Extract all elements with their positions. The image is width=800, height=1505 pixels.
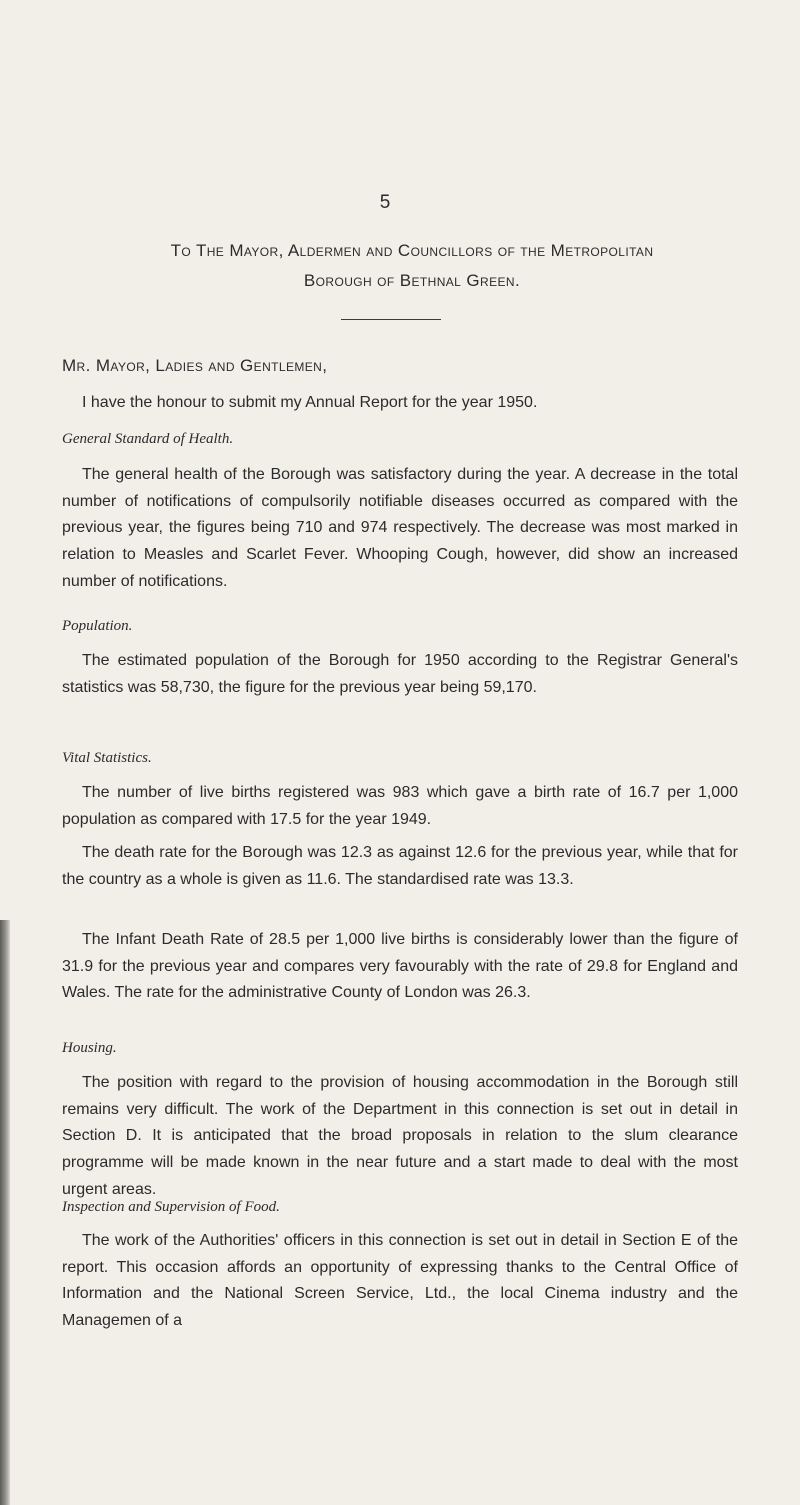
page-number: 5 <box>379 192 391 213</box>
paragraph-general-health: The general health of the Borough was satisfactory during the year. A decrease in the total number of notifications of compulsorily notifiable diseases occurred as compared with the previous year, the figures being 710 and 974 respectively. The decrease was most marked in relation to Measles and Scarlet Fever. Whooping Cough, however, did show an increased number of notifications. <box>62 466 738 590</box>
addressee-line-2: Borough of Bethnal Green. <box>303 271 521 290</box>
heading-food-inspection: Inspection and Supervision of Food. <box>62 1199 280 1215</box>
paragraph-infant-death-rate: The Infant Death Rate of 28.5 per 1,000 live births is considerably lower than the figure of 31.9 for the previous year and compares very favourably with the rate of 29.8 for England and Wales. The rate for the administrative County of London was 26.3. <box>62 931 738 1002</box>
heading-vital-statistics: Vital Statistics. <box>62 750 152 766</box>
paragraph-population: The estimated population of the Borough for 1950 according to the Registrar General's statistics was 58,730, the figure for the previous year being 59,170. <box>62 652 738 696</box>
heading-general-health: General Standard of Health. <box>62 431 234 447</box>
intro-paragraph: I have the honour to submit my Annual Report for the year 1950. <box>82 394 538 411</box>
paragraph-housing: The position with regard to the provision of housing accommodation in the Borough still remains very difficult. The work of the Department in this connection is set out in detail in Section D. It is anticipated that the broad proposals in relation to the slum clearance programme will be made known in the near future and a start made to deal with the most urgent areas. <box>62 1074 738 1198</box>
paragraph-birth-rate: The number of live births registered was 983 which gave a birth rate of 16.7 per 1,000 population as compared with 17.5 for the year 1949. <box>62 784 738 828</box>
divider-rule <box>341 319 441 320</box>
paragraph-death-rate: The death rate for the Borough was 12.3 as against 12.6 for the previous year, while that for the country as a whole is given as 11.6. The standardised rate was 13.3. <box>62 844 738 888</box>
salutation: Mr. Mayor, Ladies and Gentlemen, <box>62 356 328 375</box>
page-edge-shadow <box>0 920 10 1505</box>
heading-population: Population. <box>62 618 133 634</box>
paragraph-food-inspection: The work of the Authorities' officers in this connection is set out in detail in Section E of the report. This occasion affords an opportunity of expressing thanks to the Central Office of Information and the National Screen Service, Ltd., the local Cinema industry and the Managemen of a <box>62 1232 738 1330</box>
heading-housing: Housing. <box>62 1040 117 1056</box>
addressee-line-1: To The Mayor, Aldermen and Councillors of the Metropolitan <box>170 241 654 260</box>
